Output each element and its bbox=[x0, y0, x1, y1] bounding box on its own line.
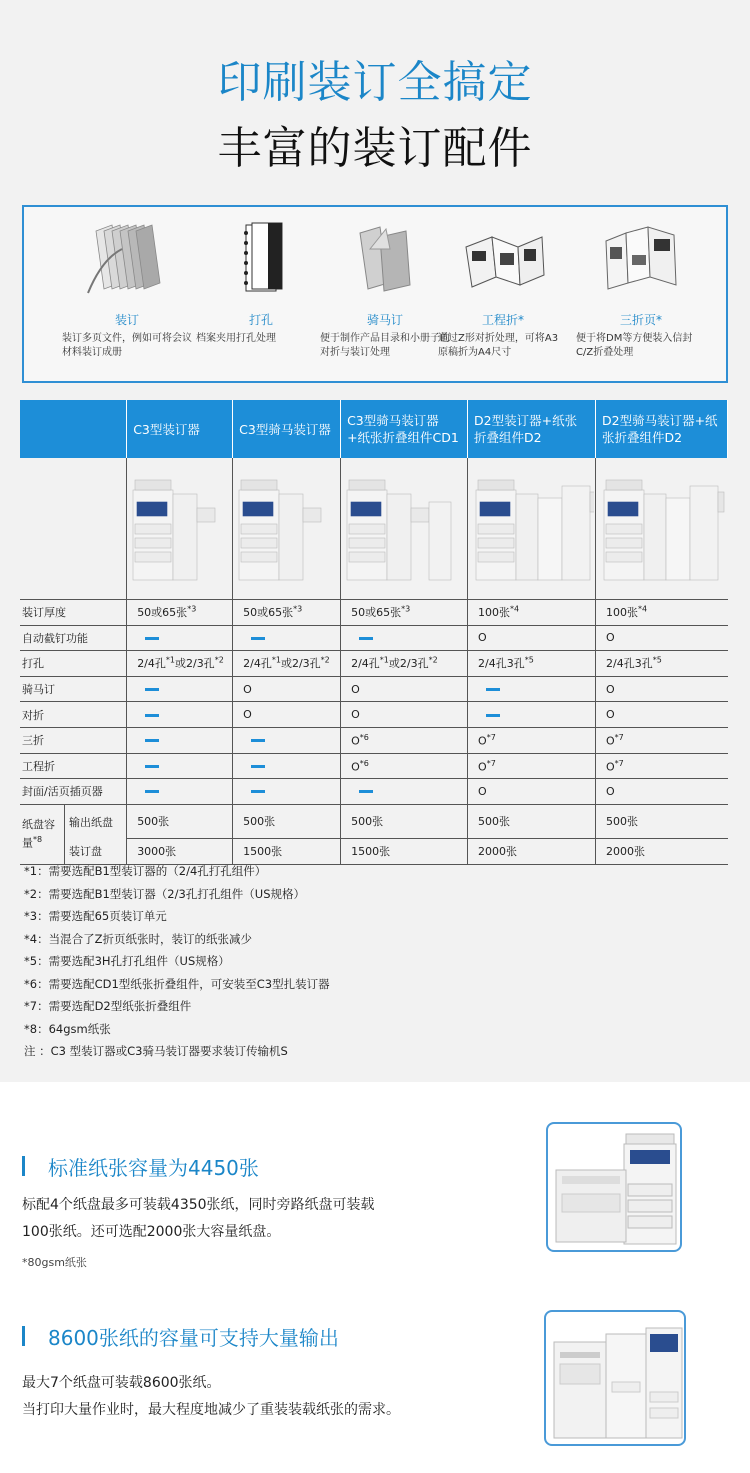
printer-image bbox=[127, 458, 231, 596]
cell-value: O bbox=[351, 734, 360, 748]
footnote-item: *3：需要选配65页装订单元 bbox=[24, 909, 167, 923]
feature-text bbox=[22, 1192, 375, 1246]
table-cell bbox=[468, 676, 596, 702]
table-cell: 3000张 bbox=[127, 838, 233, 864]
table-cell: 500张 bbox=[341, 804, 468, 838]
tri-fold-icon bbox=[596, 219, 686, 297]
table-cell bbox=[233, 702, 341, 728]
table-cell bbox=[233, 779, 341, 805]
cell-value: O bbox=[478, 631, 487, 645]
column-header: D2型装订器+纸张折叠组件D2 bbox=[468, 400, 596, 458]
cell-value: 2/4孔3孔 bbox=[478, 657, 525, 671]
feature-text bbox=[22, 1370, 400, 1424]
not-available-dash bbox=[251, 790, 265, 793]
row-label: 三折 bbox=[20, 727, 127, 753]
table-cell bbox=[233, 676, 341, 702]
accessory-desc: 便于制作产品目录和小册子的对折与装订处理 bbox=[320, 333, 450, 358]
row-label: 装订厚度 bbox=[20, 600, 127, 626]
feature-text-line: 最大7个纸盘可装载8600张纸。 bbox=[22, 1375, 221, 1391]
printer-photo bbox=[544, 1310, 686, 1446]
cell-value: O bbox=[243, 682, 252, 696]
printer-image bbox=[468, 458, 594, 596]
row-label: 工程折 bbox=[20, 753, 127, 779]
table-row bbox=[20, 600, 728, 626]
footnote-ref: *1 bbox=[271, 655, 281, 665]
footnote-item: *6：需要选配CD1型纸张折叠组件，可安装至C3型扎装订器 bbox=[24, 976, 330, 991]
table-cell bbox=[341, 727, 468, 753]
footnote-ref: *4 bbox=[510, 604, 520, 614]
printer-image bbox=[596, 458, 726, 596]
table-row bbox=[20, 702, 728, 728]
not-available-dash bbox=[251, 739, 265, 742]
table-cell: 1500张 bbox=[341, 838, 468, 864]
table-row bbox=[20, 727, 728, 753]
feature-note: *80gsm纸张 bbox=[22, 1256, 87, 1269]
table-cell: 500张 bbox=[468, 804, 596, 838]
row-label bbox=[20, 804, 127, 850]
footnote-ref: *3 bbox=[401, 604, 411, 614]
table-cell bbox=[233, 625, 341, 651]
table-cell: 500张 bbox=[233, 804, 341, 838]
cell-value: 100张 bbox=[606, 606, 638, 620]
table-row bbox=[20, 625, 728, 651]
table-cell: 500张 bbox=[596, 804, 728, 838]
not-available-dash bbox=[486, 714, 500, 717]
cell-value: 50或65张 bbox=[351, 606, 402, 620]
cell-value: 2/4孔 bbox=[137, 657, 166, 671]
not-available-dash bbox=[251, 637, 265, 640]
not-available-dash bbox=[145, 790, 159, 793]
saddle-stitch-icon bbox=[340, 219, 430, 297]
footnote-ref: *7 bbox=[486, 732, 496, 742]
table-cell bbox=[127, 779, 233, 805]
row-label: 打孔 bbox=[20, 651, 127, 677]
table-cell bbox=[127, 651, 233, 677]
tray-row-label: 装订盘 bbox=[64, 838, 126, 863]
printer-with-tray-image bbox=[548, 1124, 682, 1252]
cell-value: O bbox=[606, 734, 615, 748]
product-image bbox=[233, 458, 341, 600]
footnote-ref: *6 bbox=[359, 732, 369, 742]
not-available-dash bbox=[145, 714, 159, 717]
table-cell: 2000张 bbox=[596, 838, 728, 864]
column-header: D2型骑马装订器+纸张折叠组件D2 bbox=[596, 400, 728, 458]
cell-value: O bbox=[606, 760, 615, 774]
table-cell bbox=[127, 676, 233, 702]
cell-value: O bbox=[478, 784, 487, 798]
cell-value: O bbox=[606, 631, 615, 645]
product-image bbox=[596, 458, 728, 600]
table-row bbox=[20, 753, 728, 779]
not-available-dash bbox=[145, 637, 159, 640]
cell-value: 2/4孔 bbox=[243, 657, 272, 671]
cell-value: 50或65张 bbox=[243, 606, 294, 620]
footnotes bbox=[24, 860, 330, 1063]
accessory-desc: 档案夹用打孔处理 bbox=[196, 333, 276, 344]
table-cell bbox=[341, 625, 468, 651]
footnote-ref: *4 bbox=[638, 604, 648, 614]
cell-value: O bbox=[478, 760, 487, 774]
column-header: C3型骑马装订器 bbox=[233, 400, 341, 458]
cell-value: O bbox=[606, 708, 615, 722]
table-header-row bbox=[20, 400, 728, 458]
printer-photo bbox=[546, 1122, 682, 1252]
table-cell: 500张 bbox=[127, 804, 233, 838]
feature-text-line: 标配4个纸盘最多可装载4350张纸，同时旁路纸盘可装载 bbox=[22, 1197, 375, 1213]
accessory-desc: 通过Z形对折处理，可将A3原稿折为A4尺寸 bbox=[438, 333, 559, 358]
accessory-name: 装订 bbox=[114, 313, 139, 327]
column-header: C3型装订器 bbox=[127, 400, 233, 458]
row-label: 对折 bbox=[20, 702, 127, 728]
cell-value: O bbox=[606, 784, 615, 798]
printer-image bbox=[341, 458, 465, 596]
product-image bbox=[341, 458, 468, 600]
footnote-ref: *7 bbox=[486, 758, 496, 768]
table-cell bbox=[468, 779, 596, 805]
accessory-tri-fold bbox=[576, 219, 706, 360]
cell-value: 50或65张 bbox=[137, 606, 188, 620]
not-available-dash bbox=[145, 688, 159, 691]
table-row bbox=[20, 676, 728, 702]
footnote-ref: *7 bbox=[614, 732, 624, 742]
footnote-item: *2：需要选配B1型装订器（2/3孔打孔组件（US规格） bbox=[24, 886, 305, 901]
cell-value: 2/4孔3孔 bbox=[606, 657, 653, 671]
table-cell bbox=[233, 651, 341, 677]
table-cell bbox=[468, 600, 596, 626]
footnote-ref: *7 bbox=[614, 758, 624, 768]
table-row bbox=[20, 651, 728, 677]
table-cell bbox=[233, 753, 341, 779]
table-cell bbox=[596, 753, 728, 779]
table-cell bbox=[468, 753, 596, 779]
table-cell bbox=[341, 676, 468, 702]
footnote-ref: *3 bbox=[187, 604, 197, 614]
printer-image bbox=[233, 458, 337, 596]
table-cell bbox=[596, 651, 728, 677]
cell-value: O bbox=[606, 682, 615, 696]
footnote-ref: *3 bbox=[293, 604, 303, 614]
table-cell bbox=[468, 727, 596, 753]
not-available-dash bbox=[145, 739, 159, 742]
page-subtitle: 丰富的装订配件 bbox=[217, 123, 533, 174]
accessory-saddle-stitch bbox=[320, 219, 450, 360]
footnote-ref: *5 bbox=[652, 655, 662, 665]
table-cell bbox=[468, 625, 596, 651]
accessory-desc: 装订多页文件，例如可将会议材料装订成册 bbox=[62, 333, 192, 358]
table-cell bbox=[341, 651, 468, 677]
table-row bbox=[20, 804, 728, 838]
table-cell bbox=[468, 651, 596, 677]
table-cell bbox=[341, 702, 468, 728]
row-label: 封面/活页插页器 bbox=[20, 779, 127, 805]
punched-sheets-icon bbox=[216, 219, 306, 297]
accessory-desc: 便于将DM等方便装入信封C/Z折叠处理 bbox=[576, 333, 693, 358]
not-available-dash bbox=[145, 765, 159, 768]
tray-row-label: 输出纸盘 bbox=[64, 805, 126, 839]
accessory-punching bbox=[196, 219, 326, 346]
stapled-sheets-icon bbox=[82, 219, 172, 297]
table-cell bbox=[596, 625, 728, 651]
row-label: 骑马订 bbox=[20, 676, 127, 702]
table-cell bbox=[233, 600, 341, 626]
footnote-item: *1：需要选配B1型装订器的（2/4孔打孔组件） bbox=[24, 864, 267, 878]
table-cell bbox=[596, 702, 728, 728]
table-cell bbox=[127, 625, 233, 651]
footnote-item: *8：64gsm纸张 bbox=[24, 1021, 111, 1036]
printer-with-finisher-image bbox=[546, 1312, 686, 1446]
feature-text-line: 当打印大量作业时，最大程度地减少了重装装载纸张的需求。 bbox=[22, 1402, 400, 1418]
table-cell bbox=[468, 702, 596, 728]
accessory-name: 三折页* bbox=[619, 313, 662, 327]
cell-value: O bbox=[478, 734, 487, 748]
footnote-item: *4：当混合了Z折页纸张时，装订的纸张减少 bbox=[24, 931, 252, 946]
cell-value: O bbox=[351, 708, 360, 722]
not-available-dash bbox=[359, 637, 373, 640]
not-available-dash bbox=[486, 688, 500, 691]
table-cell bbox=[127, 702, 233, 728]
not-available-dash bbox=[251, 765, 265, 768]
accessories-panel bbox=[22, 205, 728, 383]
table-cell bbox=[596, 779, 728, 805]
cell-value: 或2/3孔 bbox=[388, 657, 429, 671]
table-row bbox=[20, 779, 728, 805]
footnote-item: 注 ：C3 型装订器或C3骑马装订器要求装订传输机S bbox=[24, 1044, 288, 1058]
page-title: 印刷装订全搞定 bbox=[217, 57, 533, 108]
cell-value: O bbox=[243, 708, 252, 722]
footnote-ref: *2 bbox=[428, 655, 438, 665]
feature-text-line: 100张纸。还可选配2000张大容量纸盘。 bbox=[22, 1224, 281, 1240]
row-label: 自动截钉功能 bbox=[20, 625, 127, 651]
table-cell bbox=[596, 600, 728, 626]
table-cell bbox=[341, 600, 468, 626]
accessory-name: 骑马订 bbox=[366, 313, 403, 327]
table-corner bbox=[20, 400, 127, 458]
table-cell bbox=[127, 753, 233, 779]
cell-value: 2/4孔 bbox=[351, 657, 380, 671]
footnote-ref: *2 bbox=[320, 655, 330, 665]
footnote-ref: *6 bbox=[359, 758, 369, 768]
image-row-label bbox=[20, 458, 127, 600]
column-header: C3型骑马装订器+纸张折叠组件CD1 bbox=[341, 400, 468, 458]
table-cell bbox=[596, 727, 728, 753]
finisher-spec-table bbox=[20, 400, 728, 865]
accessory-z-fold bbox=[438, 219, 568, 360]
table-cell bbox=[596, 676, 728, 702]
accessory-stapling bbox=[62, 219, 192, 360]
footnote-ref: *2 bbox=[214, 655, 224, 665]
cell-value: 或2/3孔 bbox=[174, 657, 215, 671]
footnote-ref: *5 bbox=[524, 655, 534, 665]
footnote-item: *5：需要选配3H孔打孔组件（US规格） bbox=[24, 954, 230, 968]
table-cell bbox=[341, 779, 468, 805]
table-cell: 1500张 bbox=[233, 838, 341, 864]
cell-value: 或2/3孔 bbox=[280, 657, 321, 671]
accessory-name: 工程折* bbox=[481, 313, 524, 327]
accessory-name: 打孔 bbox=[248, 313, 273, 327]
footnote-ref: *1 bbox=[165, 655, 175, 665]
cell-value: O bbox=[351, 760, 360, 774]
product-image bbox=[127, 458, 233, 600]
table-cell bbox=[127, 600, 233, 626]
product-image bbox=[468, 458, 596, 600]
footnote-ref: *8 bbox=[33, 834, 43, 844]
feature-heading: 8600张纸的容量可支持大量输出 bbox=[22, 1322, 339, 1351]
tray-group-label bbox=[20, 817, 64, 851]
footnote-ref: *1 bbox=[379, 655, 389, 665]
table-cell: 2000张 bbox=[468, 838, 596, 864]
product-image-row bbox=[20, 458, 728, 600]
tray-group-text: 纸盘容量 bbox=[22, 817, 55, 850]
feature-heading: 标准纸张容量为4450张 bbox=[22, 1152, 259, 1181]
table-cell bbox=[341, 753, 468, 779]
table-cell bbox=[233, 727, 341, 753]
cell-value: O bbox=[351, 682, 360, 696]
not-available-dash bbox=[359, 790, 373, 793]
table-cell bbox=[127, 727, 233, 753]
footnote-item: *7：需要选配D2型纸张折叠组件 bbox=[24, 999, 192, 1013]
z-fold-icon bbox=[458, 219, 548, 297]
cell-value: 100张 bbox=[478, 606, 511, 620]
